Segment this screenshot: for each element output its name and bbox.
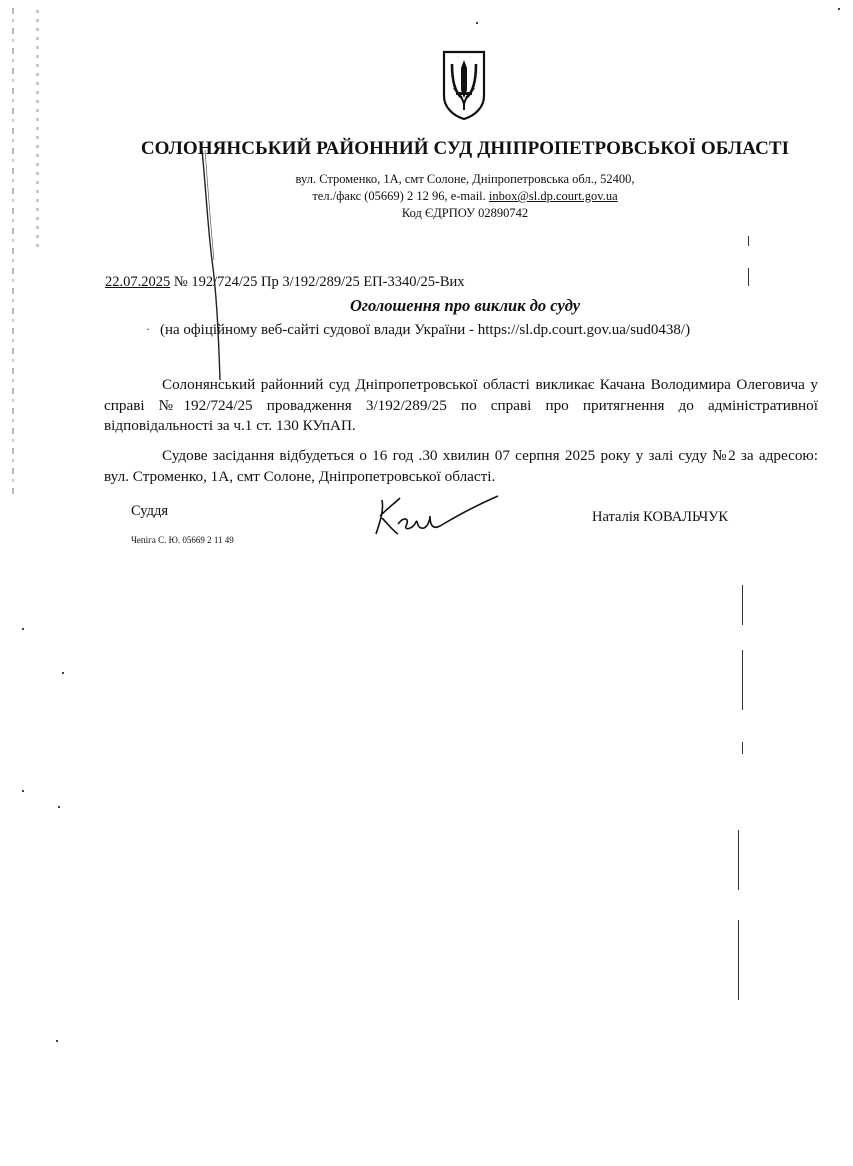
scan-dot — [58, 806, 60, 808]
scan-edge-artifact — [12, 8, 14, 498]
scan-mark — [742, 585, 743, 625]
judge-name: Наталія КОВАЛЬЧУК — [592, 509, 729, 525]
scan-mark — [742, 742, 743, 754]
reference-date: 22.07.2025 — [105, 274, 171, 290]
scan-dot — [22, 628, 24, 630]
judge-label: Суддя — [131, 503, 169, 519]
handwritten-signature — [370, 490, 500, 540]
body-paragraph-summons: Солонянський районний суд Дніпропетровської області викликає Качана Володимира Олеговича у справі №192/724/25 провадження 3/192/289/25 по справі про притягнення до адміністративної відповідальності за ч.1 ст. 130 КУпАП. — [104, 376, 818, 434]
trident-coat-of-arms-icon — [440, 48, 488, 120]
court-address: вул. Строменко, 1А, смт Солоне, Дніпропетровська обл., 52400, — [295, 172, 635, 186]
executor-note: Чепіга С. Ю. 05669 2 11 49 — [131, 535, 234, 545]
court-email: inbox@sl.dp.court.gov.ua — [488, 189, 618, 203]
scan-dot — [476, 22, 478, 24]
scan-mark — [738, 830, 739, 890]
scan-dot — [838, 8, 840, 10]
scan-mark — [748, 268, 749, 286]
notice-subtitle: (на офіційному веб-сайті судової влади України - https://sl.dp.court.gov.ua/sud0438/) — [160, 322, 691, 338]
court-edrpou: Код ЄДРПОУ 02890742 — [401, 206, 529, 220]
notice-title: Оголошення про виклик до суду — [349, 296, 581, 315]
scan-dot — [22, 790, 24, 792]
bullet-dot: · — [146, 322, 150, 336]
body-paragraph-hearing: Судове засідання відбудеться о 16 год .30 хвилин 07 серпня 2025 року у залі суду №2 за адресою: вул. Строменко, 1А, смт Солоне, Дніпропетровської області. — [104, 447, 818, 485]
scan-dot — [56, 1040, 58, 1042]
reference-numbers: № 192/724/25 Пр 3/192/289/25 ЕП-3340/25-Вих — [170, 274, 465, 290]
scan-dot — [62, 672, 64, 674]
scan-mark — [742, 650, 743, 710]
court-name: СОЛОНЯНСЬКИЙ РАЙОННИЙ СУД ДНІПРОПЕТРОВСЬКОЇ ОБЛАСТІ — [140, 138, 790, 159]
scan-mark — [748, 236, 749, 246]
scan-mark — [738, 920, 739, 1000]
reference-line — [105, 274, 465, 291]
court-contacts — [0, 189, 853, 204]
contacts-text: тел./факс (05669) 2 12 96, e-mail. — [312, 189, 489, 203]
